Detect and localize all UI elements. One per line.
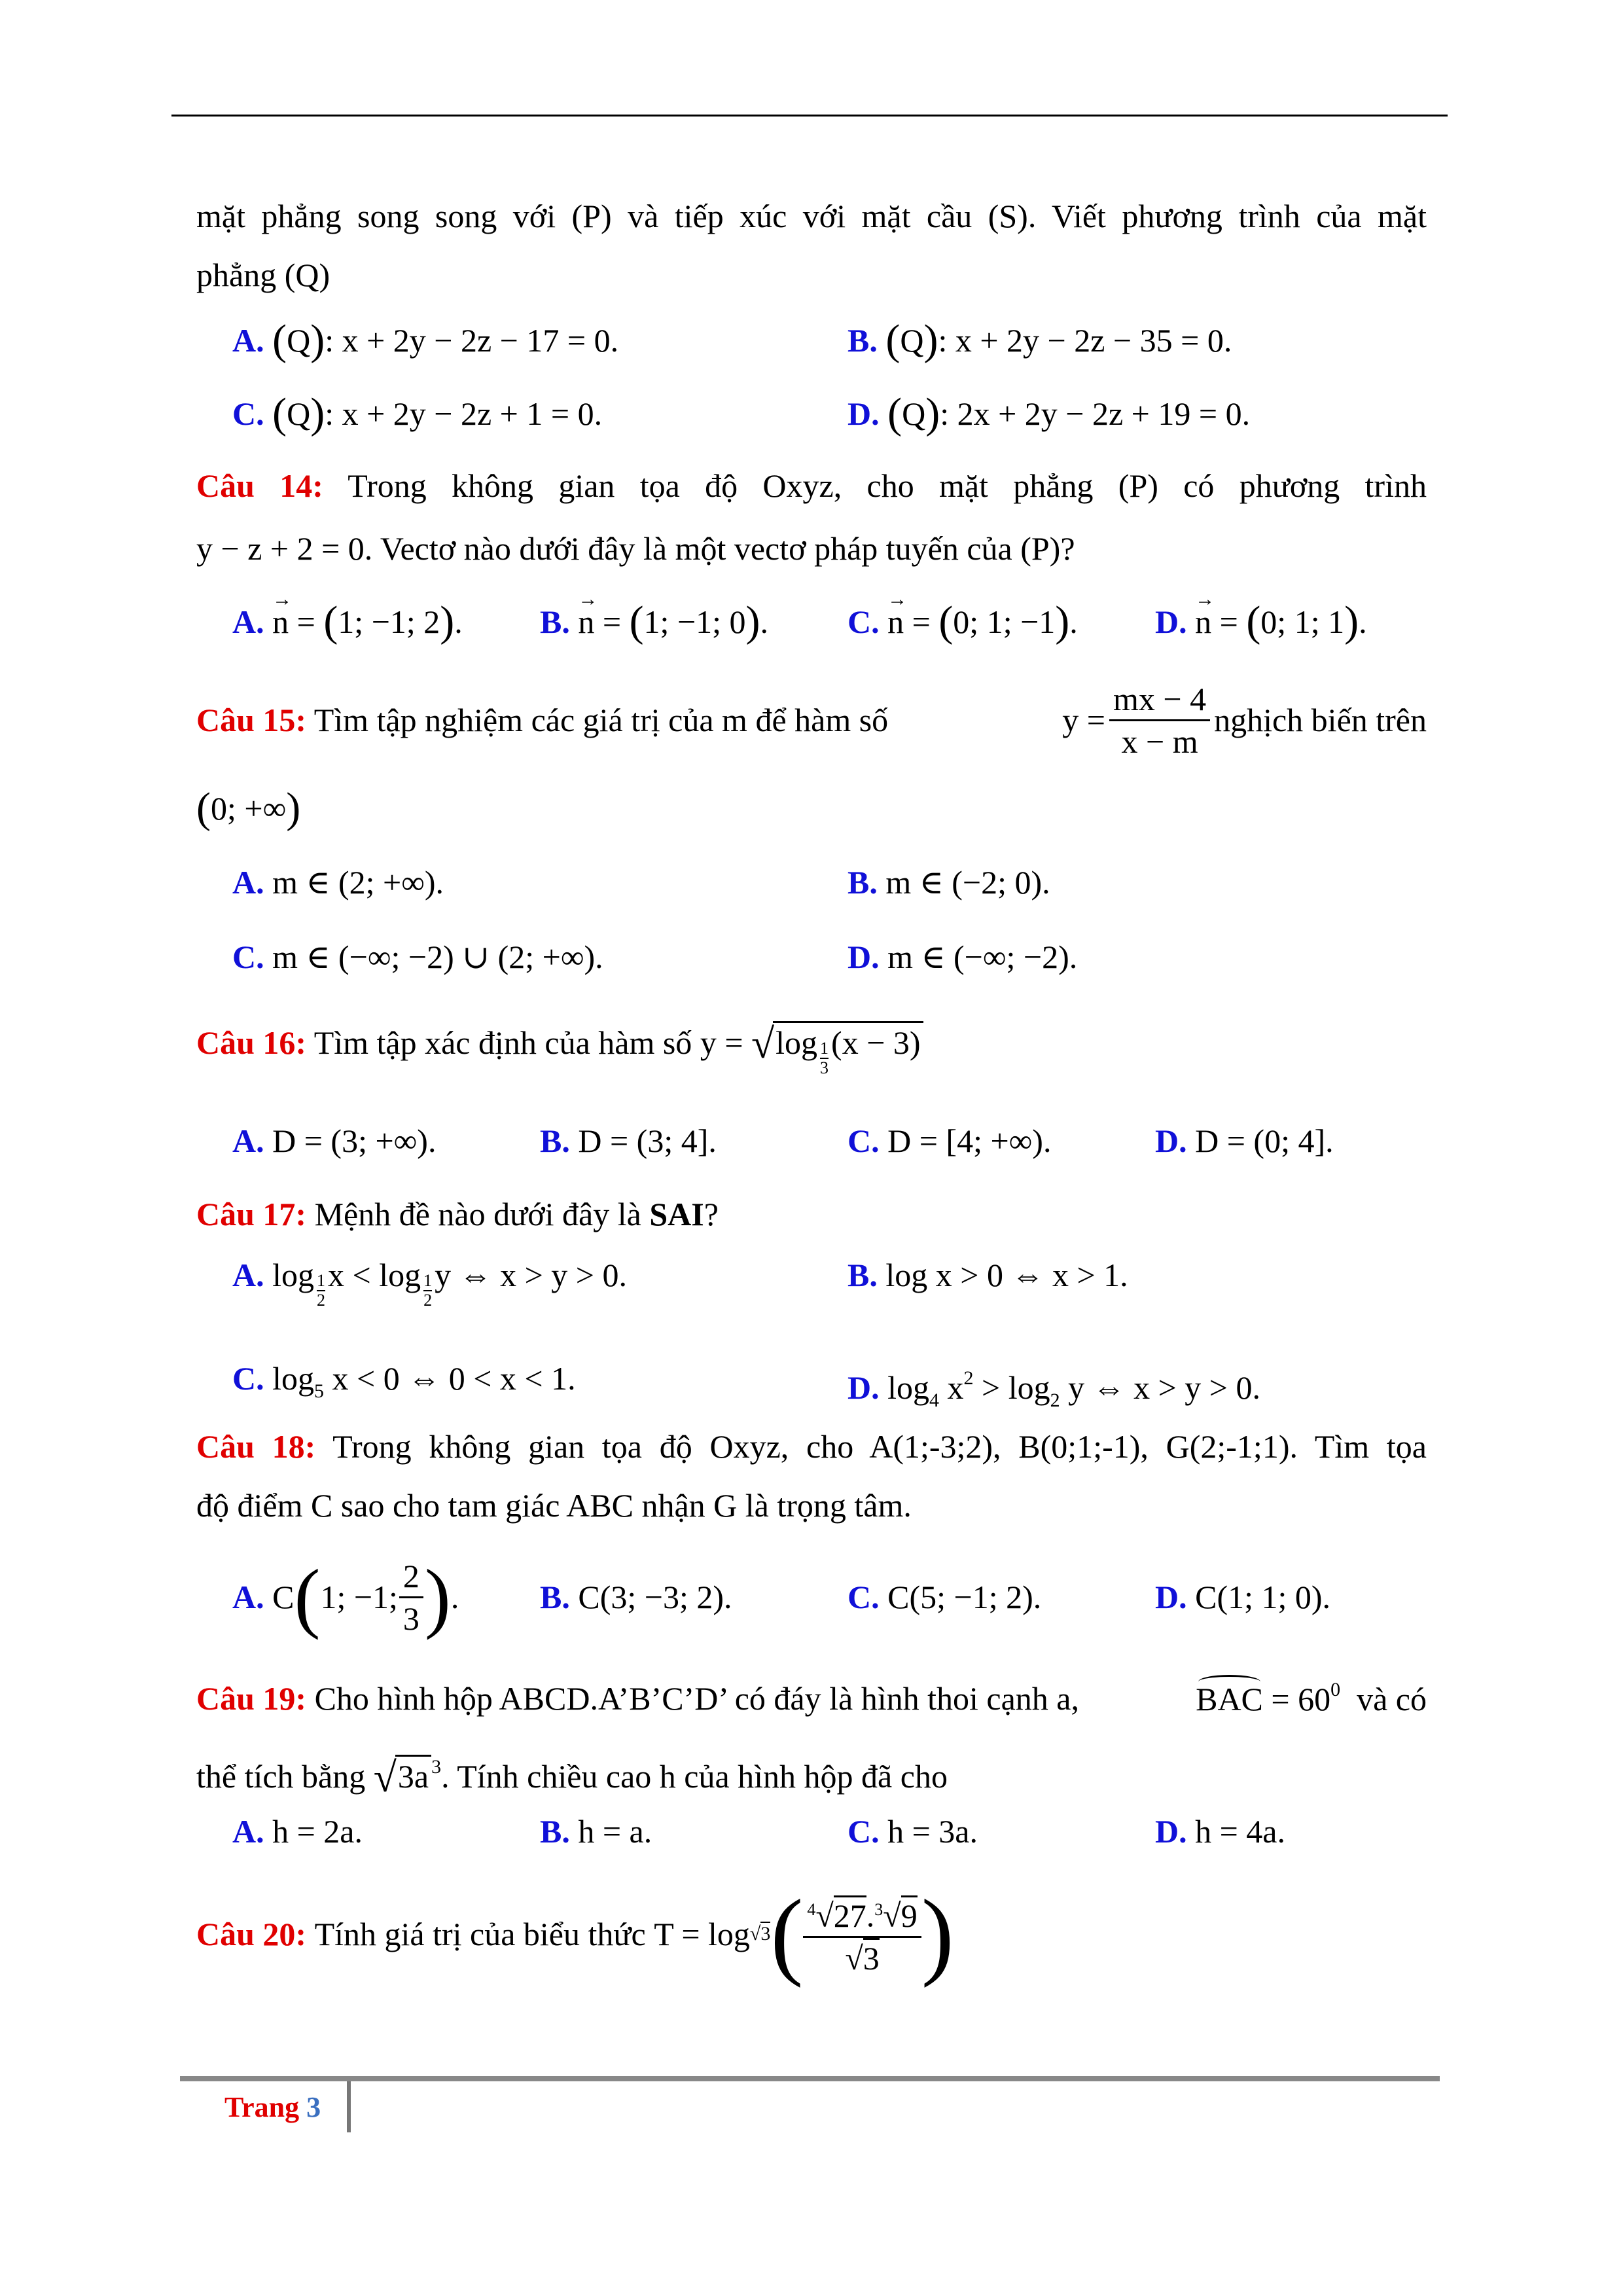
option-label: D. bbox=[847, 939, 880, 975]
option-label: A. bbox=[232, 1122, 264, 1159]
question-text: và có bbox=[1357, 1681, 1427, 1717]
fraction-numerator: $^4$√27.$^3$√9 bbox=[803, 1890, 921, 1938]
log-base bbox=[820, 1039, 829, 1077]
q15-stem-line1 bbox=[196, 674, 1427, 766]
option-text: 0; 1; 1 bbox=[1260, 603, 1345, 640]
question-text: nghịch biến trên bbox=[1214, 702, 1427, 738]
angle-bac: BAC bbox=[1196, 1681, 1263, 1717]
q15-option-b[interactable] bbox=[847, 863, 1050, 902]
option-label: D. bbox=[1155, 1122, 1187, 1159]
sqrt-icon: √ bbox=[751, 1020, 775, 1067]
exponent: 3 bbox=[431, 1756, 442, 1778]
question-label: Câu 17: bbox=[196, 1196, 307, 1232]
option-label: D. bbox=[847, 395, 880, 432]
option-text: C(3; −3; 2). bbox=[578, 1579, 732, 1615]
q16-option-c[interactable] bbox=[847, 1121, 1051, 1160]
option-label: B. bbox=[847, 1257, 878, 1293]
option-label: C. bbox=[847, 1813, 880, 1850]
question-label: Câu 19: bbox=[196, 1680, 307, 1717]
expression-t: T = log bbox=[654, 1916, 750, 1952]
option-label: A. bbox=[232, 1579, 264, 1615]
fraction bbox=[1109, 679, 1210, 762]
interval-text: 0; +∞ bbox=[210, 790, 287, 827]
q18-option-c[interactable] bbox=[847, 1577, 1041, 1617]
radicand: 27 bbox=[834, 1895, 866, 1934]
degree-mark: 0 bbox=[1330, 1679, 1341, 1700]
radicand: 9 bbox=[901, 1895, 918, 1934]
question-label: Câu 15: bbox=[196, 702, 307, 738]
option-label: A. bbox=[232, 322, 264, 359]
root-index: 3 bbox=[874, 1900, 883, 1920]
q15-option-d[interactable] bbox=[847, 937, 1077, 977]
option-text: : x + 2y − 2z − 35 = 0. bbox=[938, 322, 1232, 359]
log-text: log bbox=[776, 1024, 818, 1061]
q17-option-a[interactable]: A. log $\frac{1}{2}$ x < log $\frac{1}{2}$ y ⇔ x > y > 0. bbox=[232, 1257, 628, 1310]
option-text: h = 4a. bbox=[1195, 1813, 1285, 1850]
log-base: 3 bbox=[760, 1923, 771, 1945]
plane-name: Q bbox=[900, 322, 924, 359]
base-numerator: 1 bbox=[820, 1039, 829, 1058]
question-text: Trong không gian tọa độ Oxyz, cho A(1;-3;2), B(0;1;-1), G(2;-1;1). Tìm tọa bbox=[332, 1428, 1427, 1465]
option-text: m ∈ (−∞; −2) ∪ (2; +∞). bbox=[272, 939, 603, 975]
option-text: log bbox=[887, 1369, 930, 1406]
radicand bbox=[773, 1021, 923, 1077]
footer-rule bbox=[180, 2076, 1440, 2081]
question-text: Tìm tập nghiệm các giá trị của m để hàm số bbox=[313, 702, 889, 738]
option-text: : 2x + 2y − 2z + 19 = 0. bbox=[940, 395, 1251, 432]
q17-option-d[interactable]: D. $\log_4 x^2 > \log_2 y$ ⇔ x > y > 0. bbox=[847, 1367, 1261, 1411]
option-text: x bbox=[947, 1369, 964, 1406]
q19-option-b[interactable] bbox=[540, 1812, 652, 1851]
q14-option-d[interactable]: D. → n = (0; 1; 1). bbox=[1155, 602, 1367, 641]
page-word: Trang bbox=[224, 2091, 300, 2123]
vector-n: → n bbox=[272, 602, 289, 641]
q19-option-d[interactable] bbox=[1155, 1812, 1285, 1851]
option-text: C(5; −1; 2). bbox=[887, 1579, 1042, 1615]
option-label: D. bbox=[1155, 1579, 1187, 1615]
option-label: B. bbox=[540, 1122, 570, 1159]
option-text: D = (3; 4]. bbox=[578, 1122, 717, 1159]
option-label: A. bbox=[232, 603, 264, 640]
function-y: y = bbox=[700, 1024, 743, 1061]
vector-n: → n bbox=[578, 602, 594, 641]
vector-n: → n bbox=[1195, 602, 1211, 641]
q14-stem-line1 bbox=[196, 466, 1427, 505]
option-label: C. bbox=[847, 1122, 880, 1159]
option-text: m ∈ (−2; 0). bbox=[885, 864, 1050, 901]
question-label: Câu 16: bbox=[196, 1024, 307, 1061]
option-text: m ∈ (2; +∞). bbox=[272, 864, 444, 901]
option-text: h = 2a. bbox=[272, 1813, 363, 1850]
q15-interval: (0; +∞) bbox=[196, 784, 301, 832]
question-text: Trong không gian tọa độ Oxyz, cho mặt phẳng (P) có phương trình bbox=[348, 467, 1427, 504]
q13-option-d[interactable]: D. (Q): 2x + 2y − 2z + 19 = 0. bbox=[847, 389, 1251, 437]
option-text: D = [4; +∞). bbox=[887, 1122, 1052, 1159]
option-label: C. bbox=[847, 1579, 880, 1615]
option-text: 0; 1; −1 bbox=[953, 603, 1056, 640]
option-label: D. bbox=[1155, 603, 1187, 640]
question-emphasis: SAI bbox=[649, 1196, 704, 1232]
question-text: Mệnh đề nào dưới đây là bbox=[314, 1196, 641, 1232]
q13-stem-line2: phẳng (Q) bbox=[196, 257, 330, 293]
q19-stem-line2 bbox=[196, 1748, 948, 1801]
log-base: $\frac{1}{2}$ bbox=[317, 1271, 326, 1310]
option-label: D. bbox=[847, 1369, 880, 1406]
option-label: B. bbox=[540, 603, 570, 640]
question-text: Tính giá trị của biểu thức bbox=[314, 1916, 646, 1952]
fraction-denominator: √3 bbox=[803, 1938, 921, 1979]
fraction-denominator: 3 bbox=[402, 1600, 419, 1637]
q18-option-d[interactable] bbox=[1155, 1577, 1330, 1617]
option-text: x < log bbox=[328, 1257, 421, 1293]
option-text: x < 0 ⇔ 0 < x < 1. bbox=[332, 1360, 576, 1397]
option-text: log x > 0 ⇔ x > 1. bbox=[885, 1257, 1128, 1293]
q15-option-a[interactable] bbox=[232, 863, 444, 902]
q13-option-b[interactable]: B. (Q): x + 2y − 2z − 35 = 0. bbox=[847, 316, 1232, 364]
q14-option-c[interactable]: C. → n = (0; 1; −1). bbox=[847, 602, 1078, 641]
page-value: 3 bbox=[306, 2091, 321, 2123]
q19-option-a[interactable] bbox=[232, 1812, 363, 1851]
radicand: 3a bbox=[395, 1755, 431, 1796]
option-text: C bbox=[272, 1579, 294, 1615]
option-text: D = (0; 4]. bbox=[1195, 1122, 1334, 1159]
plane-name: Q bbox=[287, 395, 311, 432]
q13-stem-line1: mặt phẳng song song với (P) và tiếp xúc với mặt cầu (S). Viết phương trình của mặt bbox=[196, 198, 1427, 234]
q16-option-a[interactable] bbox=[232, 1121, 436, 1160]
fraction-numerator: 2 bbox=[399, 1556, 423, 1598]
q18-option-b[interactable] bbox=[540, 1577, 732, 1617]
root-index: 4 bbox=[807, 1900, 816, 1920]
option-label: D. bbox=[1155, 1813, 1187, 1850]
radicand: 3 bbox=[863, 1938, 880, 1977]
footer-divider bbox=[347, 2081, 351, 2132]
option-label: C. bbox=[232, 395, 264, 432]
option-label: B. bbox=[540, 1579, 570, 1615]
option-text: y ⇔ x > y > 0. bbox=[1068, 1369, 1261, 1406]
option-text: y ⇔ x > y > 0. bbox=[435, 1257, 628, 1293]
sqrt-icon: √ bbox=[373, 1754, 397, 1801]
question-text: Tìm tập xác định của hàm số bbox=[313, 1024, 692, 1061]
option-label: A. bbox=[232, 1813, 264, 1850]
q16-option-d[interactable] bbox=[1155, 1121, 1334, 1160]
q14-option-a[interactable]: A. → n = (1; −1; 2). bbox=[232, 602, 463, 641]
q17-stem bbox=[196, 1194, 719, 1234]
q15-option-c[interactable] bbox=[232, 937, 603, 977]
vector-n: → n bbox=[887, 602, 904, 641]
option-text: h = a. bbox=[578, 1813, 652, 1850]
option-text: : x + 2y − 2z + 1 = 0. bbox=[325, 395, 603, 432]
q13-option-a[interactable]: A. (Q): x + 2y − 2z − 17 = 0. bbox=[232, 316, 619, 364]
q20-stem: Câu 20: Tính giá trị của biểu thức T = log √3 ( $\frac{^4√27.^3√9}{√3}$ ) bbox=[196, 1880, 954, 1988]
question-text: Cho hình hộp ABCD.A’B’C’D’ có đáy là hình thoi cạnh a, bbox=[314, 1680, 1079, 1717]
function-y: y = bbox=[1062, 702, 1105, 738]
option-label: C. bbox=[232, 1360, 264, 1397]
option-text: h = 3a. bbox=[887, 1813, 978, 1850]
q14-stem-line2: y − z + 2 = 0. Vectơ nào dưới đây là một vectơ pháp tuyến của (P)? bbox=[196, 530, 1075, 567]
log-base: $\frac{1}{2}$ bbox=[423, 1271, 433, 1310]
q16-option-b[interactable] bbox=[540, 1121, 717, 1160]
page-number bbox=[224, 2088, 321, 2127]
question-text: . Tính chiều cao h của hình hộp đã cho bbox=[441, 1758, 948, 1795]
q19-option-c[interactable] bbox=[847, 1812, 978, 1851]
option-label: B. bbox=[847, 864, 878, 901]
question-label: Câu 14: bbox=[196, 467, 323, 504]
q18-stem-line2: độ điểm C sao cho tam giác ABC nhận G là trọng tâm. bbox=[196, 1487, 912, 1524]
option-label: B. bbox=[847, 322, 878, 359]
fraction-denominator: x − m bbox=[1121, 723, 1198, 760]
option-text: 1; −1; 2 bbox=[338, 603, 440, 640]
option-label: A. bbox=[232, 864, 264, 901]
base-denominator: 3 bbox=[820, 1058, 829, 1077]
q18-stem-line1 bbox=[196, 1427, 1427, 1466]
fraction bbox=[803, 1890, 921, 1979]
angle-value: = 60 bbox=[1271, 1681, 1331, 1717]
q14-option-b[interactable]: B. → n = (1; −1; 0). bbox=[540, 602, 768, 641]
header-rule bbox=[171, 115, 1448, 117]
q13-option-c[interactable]: C. (Q): x + 2y − 2z + 1 = 0. bbox=[232, 389, 603, 437]
q17-option-b[interactable] bbox=[847, 1255, 1128, 1295]
option-text: 1; −1; bbox=[320, 1579, 398, 1615]
option-label: C. bbox=[232, 939, 264, 975]
log-argument: (x − 3) bbox=[831, 1024, 921, 1061]
q16-stem bbox=[196, 1021, 923, 1077]
question-text: thể tích bằng bbox=[196, 1758, 366, 1795]
option-text: m ∈ (−∞; −2). bbox=[887, 939, 1078, 975]
option-text: 1; −1; 0 bbox=[643, 603, 746, 640]
fraction bbox=[399, 1556, 423, 1639]
fraction-numerator: mx − 4 bbox=[1109, 679, 1210, 721]
option-label: C. bbox=[847, 603, 880, 640]
plane-name: Q bbox=[902, 395, 926, 432]
option-text: > log bbox=[982, 1369, 1050, 1406]
question-label: Câu 20: bbox=[196, 1916, 307, 1952]
plane-name: Q bbox=[287, 322, 311, 359]
option-text: log bbox=[272, 1360, 315, 1397]
option-text: C(1; 1; 0). bbox=[1195, 1579, 1331, 1615]
question-end: ? bbox=[704, 1196, 719, 1232]
q18-option-a[interactable]: A. C ( 1; −1; $\frac{2}{3}$ ) . bbox=[232, 1553, 459, 1640]
option-text: : x + 2y − 2z − 17 = 0. bbox=[325, 322, 619, 359]
question-label: Câu 18: bbox=[196, 1428, 316, 1465]
option-text: D = (3; +∞). bbox=[272, 1122, 437, 1159]
option-label: B. bbox=[540, 1813, 570, 1850]
option-label: A. bbox=[232, 1257, 264, 1293]
q17-option-c[interactable]: C. $\log_5 x < 0$ ⇔ 0 < x < 1. bbox=[232, 1360, 576, 1402]
q19-stem-line1 bbox=[196, 1676, 1427, 1721]
